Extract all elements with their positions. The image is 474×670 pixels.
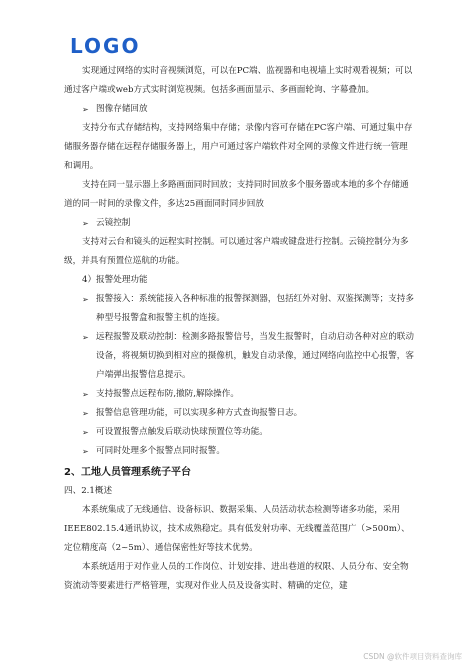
list-item: ➢ 可设置报警点触发后联动快球预置位等功能。	[82, 423, 414, 442]
section-heading: 2、工地人员管理系统子平台	[64, 467, 191, 478]
section-subheading: 4）报警处理功能	[82, 275, 148, 285]
list-item: ➢ 报警信息管理功能，可以实现多种方式查询报警日志。	[82, 404, 414, 423]
paragraph: 支持分布式存储结构，支持网络集中存储；录像内容可存储在PC客户端、可通过集中存储服务器存储在远程存储服务器上，用户可通过客户端软件对全网的录像文件进行统一管理和调用。	[64, 123, 413, 171]
arrow-bullet-icon: ➢	[82, 409, 89, 418]
arrow-bullet-icon: ➢	[82, 333, 89, 342]
arrow-bullet-icon: ➢	[82, 390, 89, 399]
list-item: ➢ 支持报警点远程布防,撤防,解除操作。	[82, 385, 414, 404]
arrow-bullet-icon: ➢	[82, 295, 89, 304]
arrow-bullet-icon: ➢	[82, 219, 89, 228]
list-item: ➢ 可同时处理多个报警点同时报警。	[82, 442, 414, 461]
watermark: CSDN @软件项目资料查询库	[363, 652, 462, 661]
paragraph: 支持对云台和镜头的远程实时控制。可以通过客户端或键盘进行控制。云镜控制分为多级，并具有预置位巡航的功能。	[64, 237, 409, 266]
arrow-bullet-icon: ➢	[82, 105, 89, 114]
arrow-bullet-icon: ➢	[82, 428, 89, 437]
logo: LOGO	[70, 34, 141, 58]
paragraph: 实现通过网络的实时音视频浏览，可以在PC端、监视器和电视墙上实时观看视频；可以通过客户端或web方式实时浏览视频。包括多画面显示、多画面轮询、字幕叠加。	[64, 66, 413, 95]
arrow-bullet-icon: ➢	[82, 447, 89, 456]
document-body	[64, 62, 414, 596]
paragraph: 本系统适用于对作业人员的工作岗位、计划安排、进出巷道的权限、人员分布、安全物资流动等要素进行严格管理，实现对作业人员及设备实时、精确的定位，建	[64, 562, 409, 591]
paragraph: 支持在同一显示器上多路画面同时回放；支持同时回放多个服务器或本地的多个存储通道的同一时间的录像文件，多达25画面同时同步回放	[64, 180, 409, 209]
paragraph: 本系统集成了无线通信、设备标识、数据采集、人员活动状态检测等诸多功能，采用IEEE802.15.4通讯协议，技术成熟稳定。具有低发射功率、无线覆盖范围广（>500m）、定位精度高（2~5m）、通信保密性好等技术优势。	[64, 505, 410, 553]
list-item: ➢ 云镜控制	[82, 214, 414, 233]
list-item: ➢ 报警接入：系统能接入各种标准的报警探测器，包括红外对射、双鉴探测等；支持多种型号报警盒和报警主机的连接。	[82, 290, 414, 328]
subsection-heading: 四、2.1概述	[64, 486, 113, 496]
list-item: ➢ 远程报警及联动控制：检测多路报警信号，当发生报警时，自动启动各种对应的联动设备，将视频切换到相对应的摄像机，触发自动录像，通过网络向监控中心报警，客户端弹出报警信息提示。	[82, 328, 414, 385]
list-item: ➢ 图像存储回放	[82, 100, 414, 119]
